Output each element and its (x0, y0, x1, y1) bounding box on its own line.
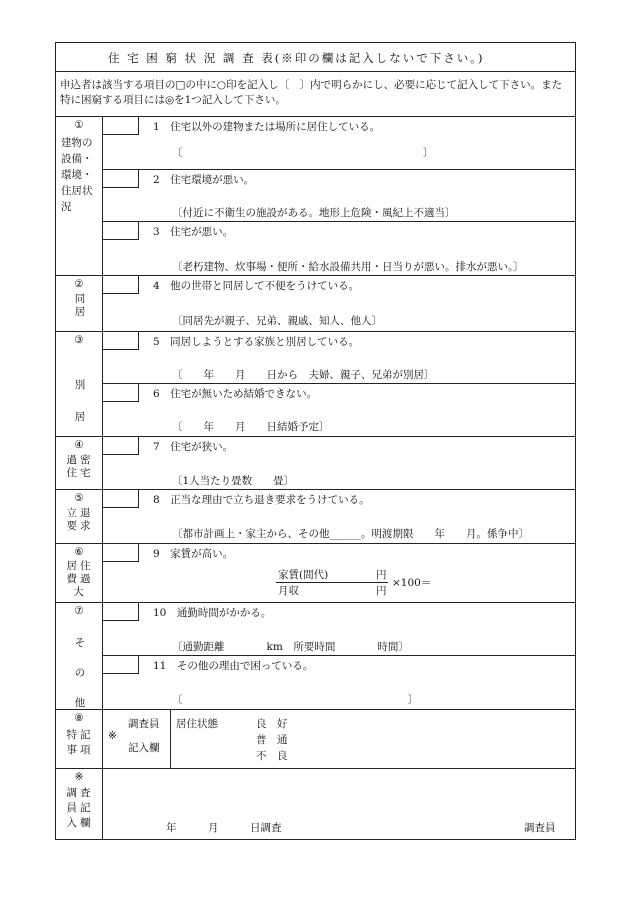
item-9-checkbox[interactable] (102, 543, 139, 562)
item-7-checkbox[interactable] (102, 436, 139, 455)
item-11-bracket-right: 〕 (408, 694, 419, 706)
status-label: 居住状態 (176, 718, 218, 730)
rent-unit-top: 円 (376, 569, 387, 581)
section-1-label-text: 建物の設備・環境・住居状況 (61, 137, 93, 213)
divider (102, 655, 575, 656)
section-4-label: 過密住宅 (66, 454, 94, 479)
survey-date: 年 月 日調査 (166, 822, 282, 834)
item-2-text: 2 住宅環境が悪い。 (153, 174, 255, 186)
remarks-mark: ※ (108, 730, 117, 742)
divider (102, 169, 575, 170)
item-6-detail: 〔 年 月 日結婚予定〕 (172, 421, 330, 433)
item-7-detail: 〔1人当たり畳数 畳〕 (172, 475, 295, 487)
item-1-text: 1 住宅以外の建物または場所に居住している。 (153, 121, 381, 133)
section-2-number: ② (74, 278, 84, 290)
section-8-label: 特記事項 (66, 729, 94, 756)
item-8-detail: 〔都市計画上・家主から、その他______。明渡期限 年 月。係争中〕 (172, 528, 529, 540)
item-2-checkbox[interactable] (102, 169, 139, 188)
status-poor: 不 良 (256, 750, 288, 762)
rent-unit-bottom: 円 (376, 585, 387, 597)
item-1-bracket-right: 〕 (423, 147, 434, 159)
item-4-text: 4 他の世帯と同居して不便をうけている。 (153, 280, 360, 292)
section-2-label: 同居 (74, 293, 86, 318)
item-10-checkbox[interactable] (102, 602, 139, 621)
rent-multiplier: ×100＝ (392, 577, 432, 589)
divider (102, 221, 575, 222)
item-11-text: 11 その他の理由で困っている。 (153, 660, 314, 672)
status-average: 普 通 (256, 734, 288, 746)
survey-form (55, 42, 576, 840)
item-11-bracket-left: 〔 (172, 694, 183, 706)
item-1-checkbox[interactable] (102, 116, 139, 135)
section-7-label: その他 (74, 637, 86, 709)
section-3-label: 別居 (74, 379, 86, 423)
section-7-number: ⑦ (74, 605, 84, 617)
item-1-bracket-left: 〔 (172, 147, 183, 159)
item-5-checkbox[interactable] (102, 331, 139, 350)
remarks-col1: 調査員 (128, 718, 160, 730)
section-8-number: ⑧ (74, 712, 84, 724)
section-4-number: ④ (74, 439, 84, 451)
section-5-label: 立退要求 (66, 507, 94, 532)
item-3-checkbox[interactable] (102, 221, 139, 240)
item-10-text: 10 通勤時間がかかる。 (153, 607, 272, 619)
item-4-checkbox[interactable] (102, 275, 139, 294)
divider (56, 768, 575, 769)
section-3-number: ③ (74, 334, 84, 346)
divider (56, 709, 575, 710)
intro-text: 申込者は該当する項目の□の中に○印を記入し〔 〕内で明らかにし、必要に応じて記入して下さい。また特に困窮する項目には◎を1つ記入して下さい。 (60, 79, 563, 106)
item-10-detail: 〔通勤距離 km 所要時間 時間〕 (172, 641, 409, 653)
fraction-line (276, 582, 388, 583)
income-denominator: 月収 (278, 585, 299, 597)
item-6-text: 6 住宅が無いため結婚できない。 (153, 388, 318, 400)
rent-numerator: 家賃(間代) (278, 569, 329, 581)
item-8-text: 8 正当な理由で立ち退き要求をうけている。 (153, 494, 370, 506)
remarks-col2: 記入欄 (128, 742, 160, 754)
item-8-checkbox[interactable] (102, 489, 139, 508)
section-1-number: ① (74, 119, 84, 131)
section-6-number: ⑥ (74, 546, 84, 558)
inspector-signature-label: 調査員 (524, 822, 556, 834)
item-4-detail: 〔同居先が親子、兄弟、親戚、知人、他人〕 (172, 315, 382, 327)
item-6-checkbox[interactable] (102, 383, 139, 402)
item-7-text: 7 住宅が狭い。 (153, 441, 234, 453)
divider (102, 383, 575, 384)
divider (56, 71, 575, 72)
inspector-label: 調査員記入欄 (66, 787, 94, 829)
item-9-text: 9 家賃が高い。 (153, 548, 234, 560)
item-5-detail: 〔 年 月 日から 夫婦、親子、兄弟が別居〕 (172, 369, 435, 381)
remarks-divider (170, 709, 171, 768)
section-5-number: ⑤ (74, 492, 84, 504)
item-3-detail: 〔老朽建物、炊事場・便所・給水設備共用・日当りが悪い。排水が悪い。〕 (172, 261, 524, 273)
section-1-label (56, 135, 102, 215)
inspector-mark: ※ (74, 771, 84, 783)
status-good: 良 好 (256, 718, 288, 730)
form-title: 住 宅 困 窮 状 況 調 査 表(※印の欄は記入しないで下さい。) (108, 51, 485, 65)
item-11-checkbox[interactable] (102, 655, 139, 674)
item-2-detail: 〔付近に不衛生の施設がある。地形上危険・風紀上不適当〕 (172, 207, 456, 219)
item-3-text: 3 住宅が悪い。 (153, 226, 234, 238)
item-5-text: 5 同居しようとする家族と別居している。 (153, 336, 360, 348)
section-6-label: 居住費過大 (66, 560, 94, 598)
